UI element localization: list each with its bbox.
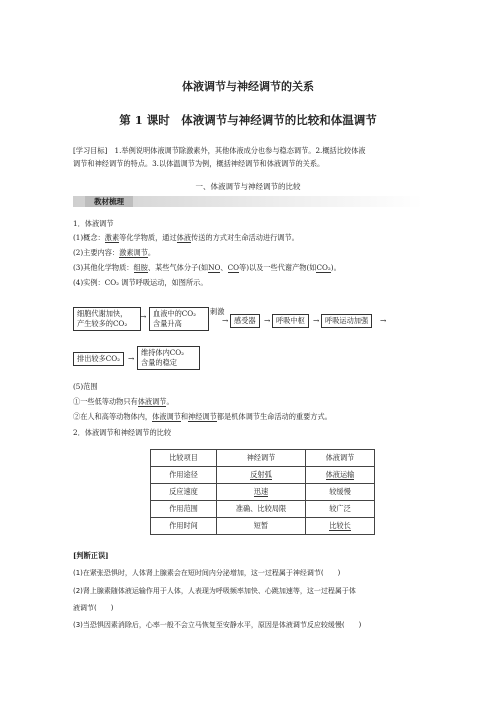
main-title: 体液调节与神经调节的关系 [182, 80, 314, 93]
answer: 激素调节 [119, 248, 148, 257]
judge-q2-line1: (2)肾上腺素随体液运输作用于人体，人表现为呼吸频率加快、心跳加速等，这一过程属于体 [73, 587, 356, 595]
answer: 组胺 [133, 263, 148, 272]
answer: 反射弧 [250, 470, 272, 479]
table-header-row [151, 450, 375, 467]
flow-box-stable [137, 346, 200, 370]
flow-arrow: → [380, 316, 387, 325]
table-row [151, 467, 375, 484]
text: 、 [220, 263, 228, 272]
table-row [151, 501, 375, 518]
answer: 神经调节 [188, 412, 217, 421]
table-row [151, 484, 375, 501]
text: 和 [180, 412, 189, 421]
table-cell [217, 467, 306, 484]
answer: CO [227, 263, 239, 272]
text: (1)概念： [73, 233, 105, 242]
answer: 体液调节 [152, 412, 181, 421]
objectives-line-2: 调节和神经调节的特点。3.以体温调节为例，概括神经调节和体液调节的关系。 [73, 159, 325, 168]
flow-box-metabolism [73, 307, 141, 331]
item-1-2 [73, 248, 155, 258]
item-1-4: (4)实例：CO₂ 调节呼吸运动，如图所示。 [73, 278, 208, 287]
text: 都是机体调节生命活动的重要方式。 [216, 412, 332, 421]
flow-arrow: → [264, 316, 271, 325]
objectives-line-1: [学习目标] 1.举例说明体液调节除激素外，其他体液成分也参与稳态调节。2.概括比较体液 [73, 146, 366, 155]
item-1-5-a [73, 397, 174, 407]
text: 、某些气体分子(如 [147, 263, 209, 272]
text: ②在人和高等动物体内， [73, 412, 153, 421]
table-cell: 较缓慢 [306, 484, 375, 501]
answer: 体液调节 [137, 397, 167, 406]
item-1-1 [73, 233, 299, 243]
answer: 体液运输 [325, 470, 355, 479]
text: (2)主要内容： [73, 248, 120, 257]
table-cell: 短暂 [217, 518, 306, 535]
answer: CO₂ [316, 263, 331, 272]
answer: 迅速 [253, 487, 269, 496]
table-cell: 作用范围 [151, 501, 217, 518]
flow-box-center: 呼吸中枢 [272, 314, 309, 328]
judge-q2-line2: 液调节( ) [73, 604, 114, 612]
flow-box-exhale: 排出较多CO₂ [73, 352, 124, 366]
answer: NO [208, 263, 221, 272]
flow-arrow: → [222, 316, 229, 325]
answer: 激素 [104, 233, 120, 242]
table-cell: 反应速度 [151, 484, 217, 501]
text: )。 [330, 263, 341, 272]
section-bar [73, 196, 423, 207]
table-cell: 较广泛 [306, 501, 375, 518]
comparison-table [150, 449, 375, 535]
answer: 体液 [176, 233, 192, 242]
text: 。 [166, 397, 174, 406]
text: 等)以及一些代谢产物(如 [239, 263, 317, 272]
flow-box-receptor: 感受器 [230, 314, 260, 328]
text: 含量的稳定 [141, 358, 177, 367]
item-2-heading: 2．体液调节和神经调节的比较 [73, 428, 172, 437]
table-row [151, 518, 375, 535]
answer: 比较长 [329, 521, 351, 530]
text: (3)其他化学物质： [73, 263, 134, 272]
flow-box-co2-rise [149, 307, 209, 331]
table-header-cell: 神经调节 [217, 450, 306, 467]
text: 血液中的CO₂ [153, 309, 197, 318]
table-header-cell: 体液调节 [306, 450, 375, 467]
flow-box-breathing: 呼吸运动加强 [321, 314, 372, 328]
judge-title: [判断正误] [73, 551, 109, 560]
table-cell [306, 467, 375, 484]
table-cell: 作用途径 [151, 467, 217, 484]
item-1-heading: 1．体液调节 [73, 219, 114, 228]
section-title: 一、体液调节与神经调节的比较 [195, 182, 301, 191]
item-1-3 [73, 263, 341, 273]
text: 。 [147, 248, 156, 257]
text: ①一些低等动物只有 [73, 397, 138, 406]
table-cell: 作用时间 [151, 518, 217, 535]
lesson-title: 第 1 课时 体液调节与神经调节的比较和体温调节 [119, 113, 377, 127]
text: 含量升高 [153, 319, 182, 328]
flow-arrow: → [128, 354, 135, 363]
table-header-cell: 比较项目 [151, 450, 217, 467]
flow-arrow: → [140, 312, 147, 321]
text: 维持体内CO₂ [141, 348, 185, 357]
judge-q1: (1)在紧张恐惧时，人体肾上腺素会在短时间内分泌增加，这一过程属于神经调节( ) [73, 569, 341, 577]
text: 传送的方式对生命活动进行调节。 [191, 233, 299, 242]
table-cell: 准确、比较局限 [217, 501, 306, 518]
item-1-5: (5)范围 [73, 382, 98, 391]
judge-q3: (3)当恐惧因素消除后，心率一般不会立马恢复至安静水平，原因是体液调节反应较缓慢( ) [73, 621, 362, 629]
text: 等化学物质，通过 [119, 233, 177, 242]
table-cell [217, 484, 306, 501]
flow-arrow: → [313, 316, 320, 325]
item-1-5-b [73, 412, 332, 422]
bar-label: 教材梳理 [85, 196, 133, 207]
text: 产生较多的CO₂ [77, 319, 128, 328]
table-cell [306, 518, 375, 535]
text: 细胞代谢加快， [77, 309, 128, 318]
flow-stim-label: 刺激 [210, 307, 225, 316]
